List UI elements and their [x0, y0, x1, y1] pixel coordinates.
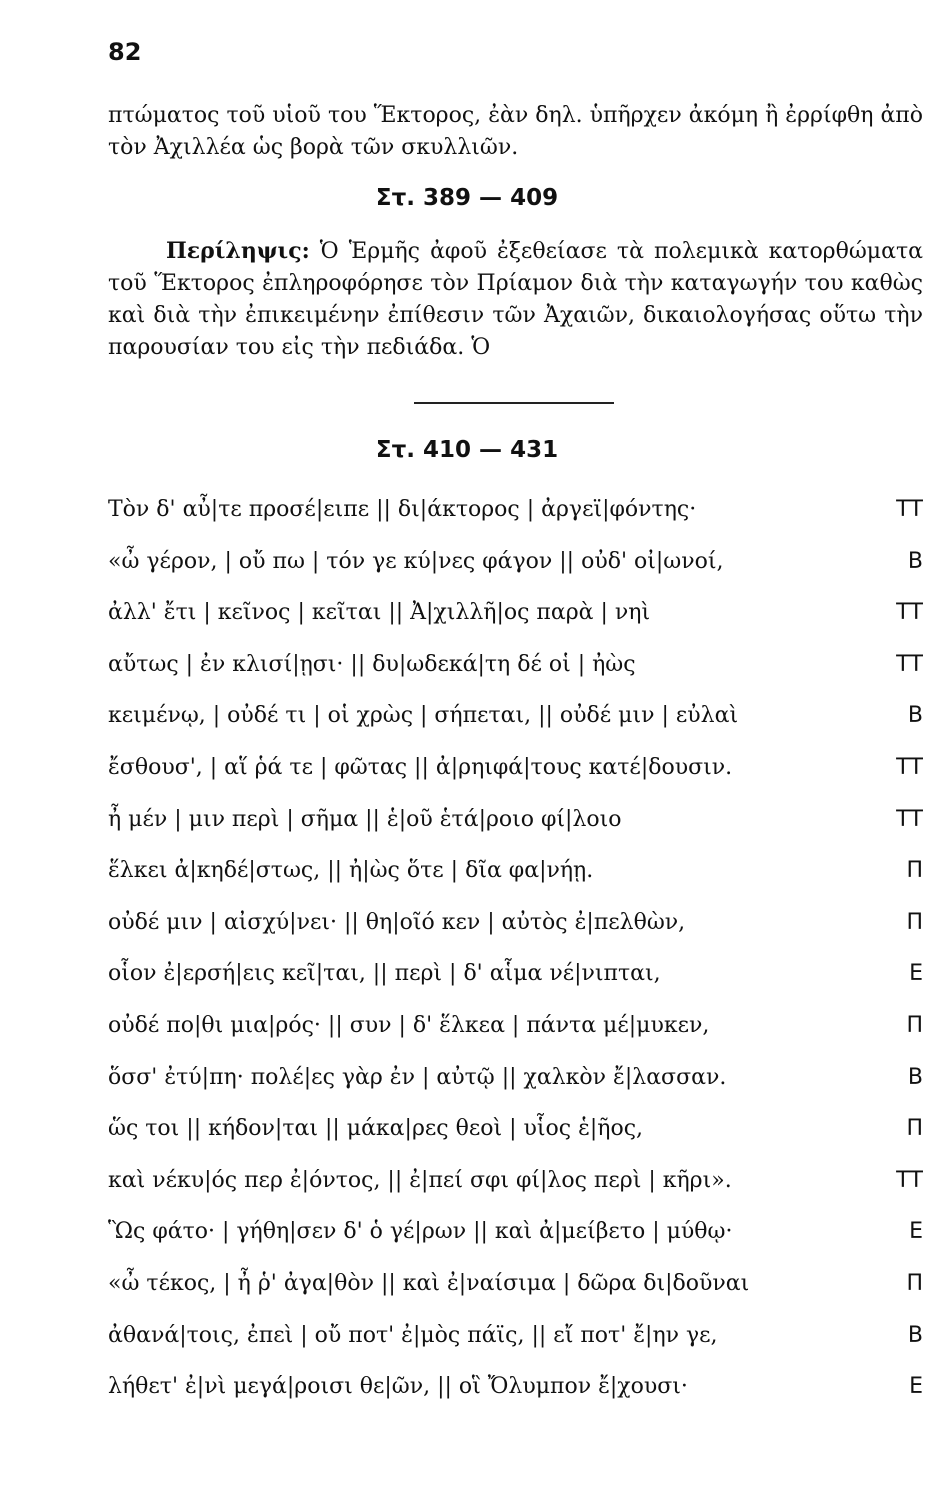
- verse-line: [108, 1166, 923, 1218]
- summary-text: Ὁ Ἑρμῆς ἀφοῦ ἐξεθείασε τὰ πολεμικὰ κατορθώματα τοῦ Ἕκτορος ἐπληροφόρησε τὸν Πρίαμον διὰ τὴν καταγωγήν του καθὼς καὶ διὰ τὴν ἐπικειμένην ἐπίθεσιν τῶν Ἀχαιῶν, δικαιολογήσας οὕτω τὴν παρουσίαν του εἰς τὴν πεδιάδα. Ὁ: [108, 239, 923, 360]
- verse-text: οὐδέ μιν | αἰσχύ|νει· || θη|οῖό κεν | αὐτὸς ἐ|πελθὼν,: [108, 909, 686, 935]
- verse-line: [108, 650, 923, 702]
- verse-text: λήθετ' ἐ|νὶ μεγά|ροισι θε|ῶν, || οἳ Ὄλυμπον ἔ|χουσι·: [108, 1374, 688, 1400]
- verse-metric-code: Β: [907, 1064, 923, 1090]
- section-heading-410-431: Στ. 410 — 431: [375, 437, 559, 463]
- verse-metric-code: ΤΤ: [896, 754, 923, 780]
- verse-text: ἀλλ' ἔτι | κεῖνος | κεῖται || Ἀ|χιλλῆ|ος παρὰ | νηὶ: [108, 600, 651, 626]
- verse-line: [108, 1114, 923, 1166]
- verse-text: Ὣς φάτο· | γήθη|σεν δ' ὁ γέ|ρων || καὶ ἀ|μείβετο | μύθῳ·: [108, 1219, 733, 1245]
- verse-line: [108, 1063, 923, 1115]
- verse-line: [108, 1269, 923, 1321]
- verse-metric-code: Β: [907, 1322, 923, 1348]
- section-divider: [414, 402, 614, 404]
- verse-line: [108, 856, 923, 908]
- summary-paragraph: [108, 235, 923, 364]
- verse-text: αὔτως | ἐν κλισί|ῃσι· || δυ|ωδεκά|τη δέ οἱ | ἠὼς: [108, 651, 636, 677]
- intro-paragraph: πτώματος τοῦ υἱοῦ του Ἕκτορος, ἐὰν δηλ. ὑπῆρχεν ἀκόμη ἢ ἐρρίφθη ἀπὸ τὸν Ἀχιλλέα ὡς βορὰ τῶν σκυλλιῶν.: [108, 103, 923, 160]
- verse-metric-code: Β: [907, 548, 923, 574]
- verse-line: [108, 1217, 923, 1269]
- verse-text: ὅσσ' ἐτύ|πη· πολέ|ες γὰρ ἐν | αὐτῷ || χαλκὸν ἔ|λασσαν.: [108, 1064, 727, 1090]
- verse-line: [108, 1372, 923, 1424]
- verse-metric-code: Β: [907, 703, 923, 729]
- verse-metric-code: Π: [906, 1116, 923, 1142]
- verse-text: «ὦ τέκος, | ἦ ῥ' ἀγα|θὸν || καὶ ἐ|ναίσιμα | δῶρα δι|δοῦναι: [108, 1270, 750, 1296]
- verse-metric-code: Ε: [909, 1374, 923, 1400]
- verse-text: «ὦ γέρον, | οὔ πω | τόν γε κύ|νες φάγον || οὐδ' οἰ|ωνοί,: [108, 548, 724, 574]
- section-heading-389-409: Στ. 389 — 409: [375, 185, 559, 211]
- verse-line: [108, 908, 923, 960]
- verse-text: ἕλκει ἀ|κηδέ|στως, || ἠ|ὼς ὅτε | δῖα φα|νήῃ.: [108, 858, 594, 884]
- verse-text: ἔσθουσ', | αἵ ῥά τε | φῶτας || ἀ|ρηιφά|τους κατέ|δουσιν.: [108, 754, 733, 780]
- verse-text: οὐδέ πο|θι μια|ρός· || συν | δ' ἕλκεα | πάντα μέ|μυκεν,: [108, 1012, 710, 1038]
- verse-metric-code: ΤΤ: [896, 651, 923, 677]
- summary-label: Περίληψις:: [166, 238, 310, 264]
- verse-metric-code: Π: [906, 1012, 923, 1038]
- verse-text: οἷον ἐ|ερσή|εις κεῖ|ται, || περὶ | δ' αἷμα νέ|νιπται,: [108, 961, 661, 987]
- verse-line: [108, 701, 923, 753]
- verse-text: ἀθανά|τοις, ἐπεὶ | οὔ ποτ' ἐ|μὸς πάϊς, || εἴ ποτ' ἔ|ην γε,: [108, 1322, 718, 1348]
- verse-line: [108, 495, 923, 547]
- verse-line: [108, 1011, 923, 1063]
- verse-line: [108, 805, 923, 857]
- verse-metric-code: ΤΤ: [896, 600, 923, 626]
- verse-text: καὶ νέκυ|ός περ ἐ|όντος, || ἐ|πεί σφι φί|λος περὶ | κῆρι».: [108, 1167, 732, 1193]
- verse-text: ὥς τοι || κήδον|ται || μάκα|ρες θεοὶ | υἷος ἑ|ῆος,: [108, 1116, 644, 1142]
- verse-line: [108, 1321, 923, 1373]
- verse-metric-code: ΤΤ: [896, 497, 923, 522]
- verse-metric-code: Ε: [909, 1219, 923, 1245]
- verse-text: κειμένῳ, | οὐδέ τι | οἱ χρὼς | σήπεται, || οὐδέ μιν | εὐλαὶ: [108, 703, 739, 729]
- verse-metric-code: Π: [906, 909, 923, 935]
- verse-line: [108, 753, 923, 805]
- verse-metric-code: ΤΤ: [896, 1167, 923, 1193]
- verse-line: [108, 959, 923, 1011]
- verse-metric-code: Π: [906, 1270, 923, 1296]
- verse-text: ἦ μέν | μιν περὶ | σῆμα || ἑ|οῦ ἑτά|ροιο φί|λοιο: [108, 806, 622, 832]
- verse-list: [108, 495, 923, 1424]
- verse-line: [108, 598, 923, 650]
- page-number: 82: [108, 38, 142, 66]
- verse-text: Τὸν δ' αὖ|τε προσέ|ειπε || δι|άκτορος | ἀργεϊ|φόντης·: [108, 497, 697, 522]
- verse-metric-code: Ε: [909, 961, 923, 987]
- verse-metric-code: ΤΤ: [896, 806, 923, 832]
- verse-line: [108, 547, 923, 599]
- verse-metric-code: Π: [906, 858, 923, 884]
